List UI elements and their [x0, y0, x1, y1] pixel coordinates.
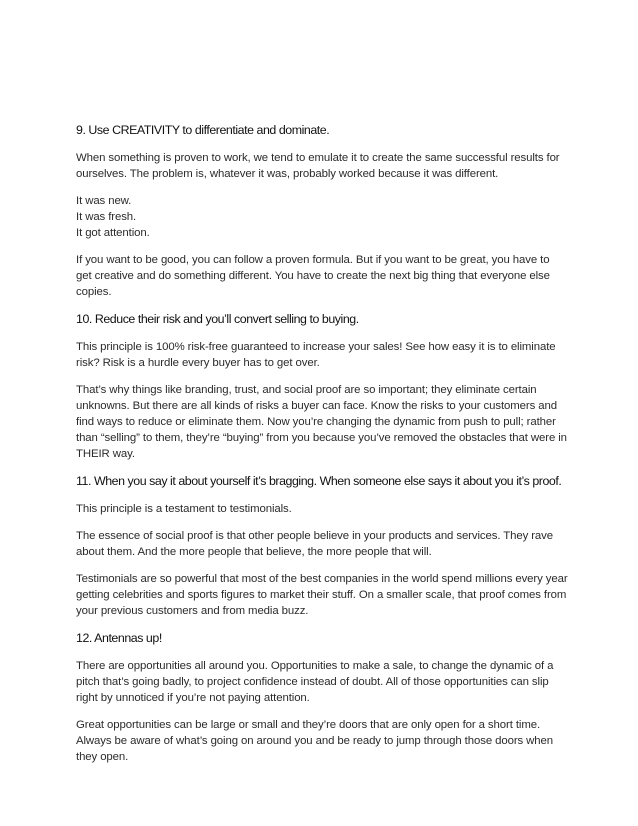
- section-12-heading: 12. Antennas up!: [76, 631, 162, 645]
- section-9-paragraph-1: When something is proven to work, we tend to emulate it to create the same successful results for ourselves. The problem is, whatever it was, probably worked because it was different.: [76, 152, 560, 180]
- section-12-paragraph-2: Great opportunities can be large or small and they’re doors that are only open for a short time. Always be aware of what’s going on around you and be ready to jump through those doors when they open.: [76, 719, 554, 763]
- section-9-line-2: It was fresh.: [76, 211, 137, 223]
- section-11-paragraph-3: Testimonials are so powerful that most of the best companies in the world spend millions every year getting celebrities and sports figures to market their stuff. On a smaller scale, that proof comes from your previous customers and from media buzz.: [76, 573, 568, 617]
- section-11-heading: 11. When you say it about yourself it’s bragging. When someone else says it about you it’s proof.: [76, 474, 562, 488]
- section-9-line-1: It was new.: [76, 195, 132, 207]
- section-12-paragraph-1: There are opportunities all around you. Opportunities to make a sale, to change the dynamic of a pitch that’s going badly, to project confidence instead of doubt. All of those opportunities can slip right by unnoticed if you’re not paying attention.: [76, 660, 554, 704]
- section-10-paragraph-1: This principle is 100% risk-free guaranteed to increase your sales! See how easy it is to eliminate risk? Risk is a hurdle every buyer has to get over.: [76, 341, 556, 369]
- section-10-heading: 10. Reduce their risk and you’ll convert selling to buying.: [76, 312, 359, 326]
- section-9-paragraph-2: If you want to be good, you can follow a proven formula. But if you want to be great, you have to get creative and do something different. You have to create the next big thing that everyone else copies.: [76, 254, 550, 298]
- section-10-paragraph-2: That’s why things like branding, trust, and social proof are so important; they eliminate certain unknowns. But there are all kinds of risks a buyer can face. Know the risks to your customers and find ways to reduce or eliminate them. Now you’re changing the dynamic from push to pull; rather than “selling” to them, they’re “buying” from you because you’ve removed the obstacles that were in THEIR way.: [76, 384, 567, 460]
- section-9-heading: 9. Use CREATIVITY to differentiate and dominate.: [76, 123, 330, 137]
- section-11-paragraph-2: The essence of social proof is that other people believe in your products and services. They rave about them. And the more people that believe, the more people that will.: [76, 530, 553, 558]
- section-9-short-lines: [76, 193, 568, 241]
- section-11-paragraph-1: This principle is a testament to testimonials.: [76, 503, 292, 515]
- section-9-line-3: It got attention.: [76, 227, 150, 239]
